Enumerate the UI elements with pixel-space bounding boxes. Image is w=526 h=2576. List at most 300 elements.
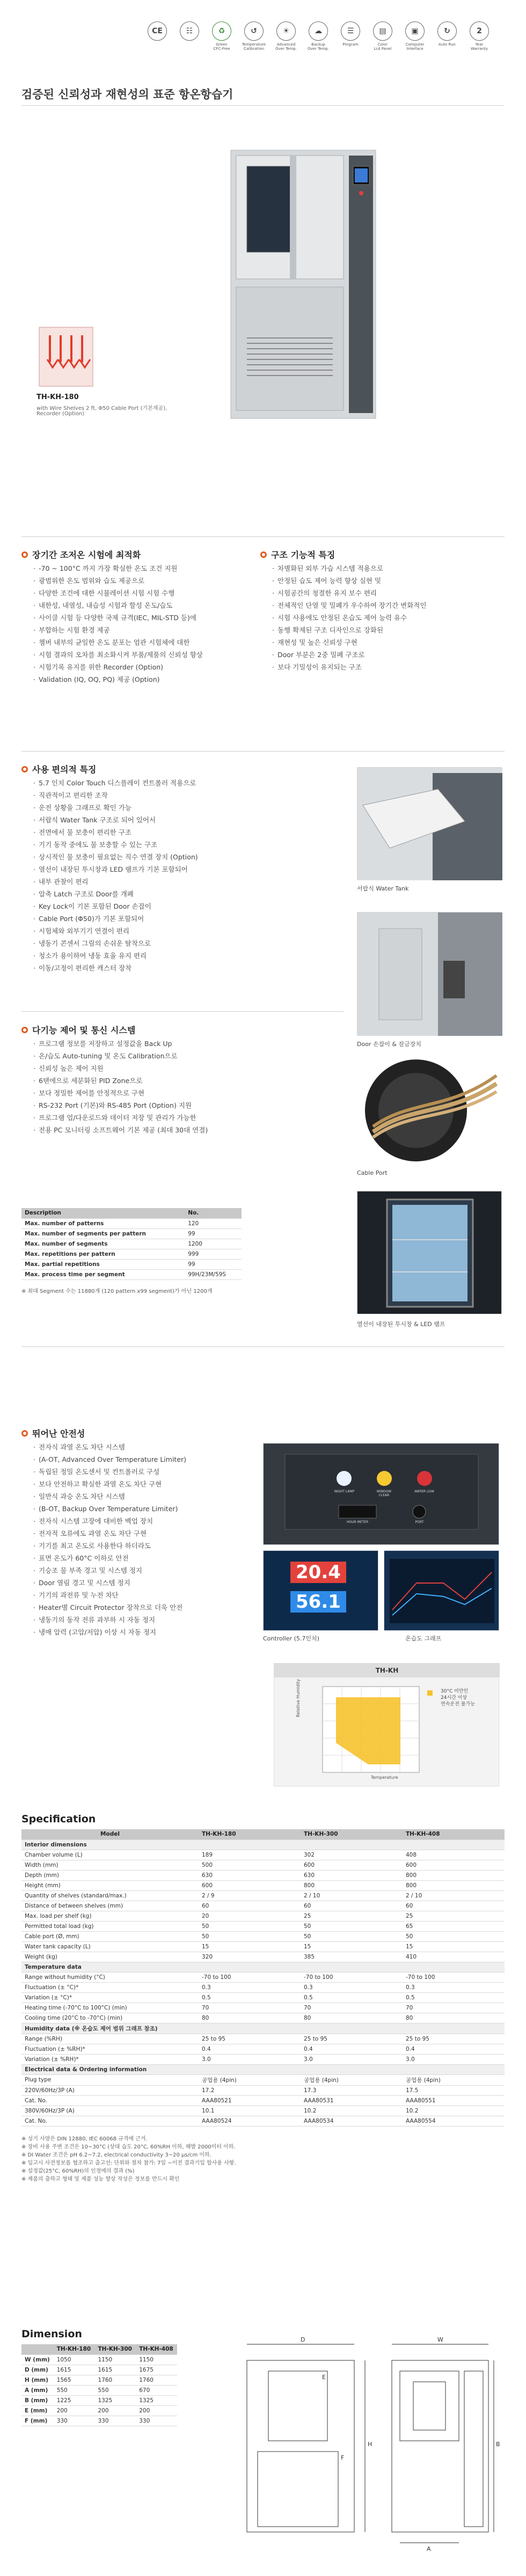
list-item: · 전자적 오류에도 과열 온도 차단 구현 xyxy=(33,1527,186,1540)
caption-cable-port: Cable Port xyxy=(357,1169,388,1176)
badge-icon: ☷ xyxy=(180,21,199,41)
table-cell: 65 xyxy=(403,1921,505,1931)
list-item: · 안정된 습도 제어 능력 향상 실현 및 xyxy=(272,575,426,587)
water-low-label: WATER LOW xyxy=(414,1490,434,1493)
table-cell xyxy=(199,1962,301,1972)
list-item: · Key Lock이 기본 포함된 Door 손잡이 xyxy=(33,900,198,912)
list-item: · 전용 PC 모니터링 소프트웨어 기본 제공 (최대 30대 연결) xyxy=(33,1124,208,1136)
table-cell xyxy=(403,2064,505,2074)
table-row xyxy=(21,2106,505,2116)
section-title-convenience: 사용 편의적 특징 xyxy=(21,763,96,775)
table-row xyxy=(21,1890,505,1901)
table-row xyxy=(21,1839,505,1850)
dim-label-h: H xyxy=(368,2441,372,2448)
badge-item xyxy=(145,21,170,51)
list-item: · 기기의 과전류 및 누전 차단 xyxy=(33,1589,186,1601)
table-row xyxy=(21,1901,505,1911)
table-cell: Max. repetitions per pattern xyxy=(21,1249,185,1259)
table-row xyxy=(21,2395,177,2405)
table-row xyxy=(21,1931,505,1941)
dimension-table xyxy=(21,2344,177,2426)
night-lamp-label: NIGHT LAMP xyxy=(334,1490,355,1493)
table-cell: Temperature data xyxy=(21,1962,199,1972)
divider xyxy=(21,1011,344,1012)
list-item: · 사이클 시험 등 다양한 국제 규격(IEC, MIL-STD 등)에 xyxy=(33,612,203,624)
door-handle-photo xyxy=(357,912,502,1035)
table-cell: H (mm) xyxy=(21,2375,54,2385)
table-cell: 1760 xyxy=(94,2375,136,2385)
table-cell: 70 xyxy=(199,2003,301,2013)
table-cell xyxy=(199,2023,301,2034)
table-row xyxy=(21,1921,505,1931)
table-row xyxy=(21,2365,177,2375)
table-cell: 60 xyxy=(403,1901,505,1911)
list-item: · 기기를 최고 온도로 사용한다 하더라도 xyxy=(33,1540,186,1552)
table-cell: Plug type xyxy=(21,2074,199,2085)
list-item: · 차별화된 외부 가습 시스템 적용으로 xyxy=(272,562,426,575)
long-term-list xyxy=(33,562,203,686)
badge-item xyxy=(403,21,427,51)
section-marker-icon xyxy=(21,551,28,558)
list-item: · 전면에서 물 보충이 편리한 구조 xyxy=(33,826,198,838)
table-cell: 550 xyxy=(54,2385,95,2395)
table-cell: 550 xyxy=(94,2385,136,2395)
section-marker-icon xyxy=(21,1027,28,1033)
badge-icon: CE xyxy=(148,21,167,41)
list-item: · 냉매 압력 (고압/저압) 이상 시 자동 정지 xyxy=(33,1626,186,1638)
table-row xyxy=(21,1259,242,1269)
list-item: · 내한성, 내열성, 내습성 시험과 할성 온도/습도 xyxy=(33,599,203,612)
table-cell: Width (mm) xyxy=(21,1860,199,1870)
table-row xyxy=(21,1269,242,1279)
table-cell: 2 / 9 xyxy=(199,1890,301,1901)
badge-icon: 2 xyxy=(470,21,489,41)
controller-panel-photo xyxy=(263,1443,499,1545)
convenience-list xyxy=(33,777,198,974)
section-marker-icon xyxy=(21,766,28,772)
caption-controller: Controller (5.7인치) xyxy=(263,1635,319,1642)
list-item: · (B-OT, Backup Over Temperature Limiter) xyxy=(33,1503,186,1515)
list-item: · 기기 동작 중에도 물 보충할 수 있는 구조 xyxy=(33,838,198,851)
table-cell: 0.3 xyxy=(199,1982,301,1992)
table-cell xyxy=(403,2023,505,2034)
list-item: · 전체적인 단열 및 밀폐가 우수하여 장기간 변화적인 xyxy=(272,599,426,612)
interior-illustration xyxy=(36,325,96,389)
table-row xyxy=(21,2405,177,2416)
divider xyxy=(21,105,505,106)
table-cell: 15 xyxy=(403,1941,505,1952)
table-cell: -70 to 100 xyxy=(199,1972,301,1982)
table-cell: 500 xyxy=(199,1860,301,1870)
table-cell: Water tank capacity (L) xyxy=(21,1941,199,1952)
list-item: · 이동/고정이 편리한 캐스터 장착 xyxy=(33,962,198,974)
table-cell: 0.4 xyxy=(403,2044,505,2054)
table-cell: 99 xyxy=(185,1259,242,1269)
badge-label: Year Warranty xyxy=(470,42,488,51)
list-item: · Cable Port (Φ50)가 기본 포함되어 xyxy=(33,912,198,925)
badge-item xyxy=(338,21,363,51)
table-cell: 330 xyxy=(136,2416,177,2426)
table-cell: Range without humidity (°C) xyxy=(21,1972,199,1982)
list-item: · 서랍식 Water Tank 구조로 되어 있어서 xyxy=(33,814,198,826)
badge-item xyxy=(435,21,459,51)
table-cell: 공업용 (4pin) xyxy=(199,2074,301,2085)
table-cell: AAA80521 xyxy=(199,2095,301,2106)
badge-label: Program xyxy=(342,42,359,47)
list-item: · 신뢰성 높은 제어 지원 xyxy=(33,1062,208,1074)
list-item: · 청소가 용이하여 냉동 효율 유지 편리 xyxy=(33,950,198,962)
badge-label: Advanced Over Temp. xyxy=(275,42,297,51)
chart-legend-line: 30°C 미만인 xyxy=(441,1689,469,1694)
product-model: TH-KH-180 xyxy=(36,393,79,401)
graph-screen-photo xyxy=(384,1550,499,1631)
page-headline: 검증된 신뢰성과 재현성의 표준 항온항습기 xyxy=(21,88,233,101)
program-table-note: ※ 최대 Segment 수는 11880개 (120 pattern x99 segment)가 아닌 1200개 xyxy=(21,1289,213,1294)
list-item: · Door 부분은 2중 밀폐 구조로 xyxy=(272,649,426,661)
table-row xyxy=(21,1941,505,1952)
table-cell: Fluctuation (± %RH)* xyxy=(21,2044,199,2054)
section-title-long-term: 장기간 조저온 시험에 최적화 xyxy=(21,548,141,561)
badge-icon: ▤ xyxy=(373,21,392,41)
section-marker-icon xyxy=(260,551,267,558)
table-cell: 0.4 xyxy=(301,2044,403,2054)
caption-water-tank: 서랍식 Water Tank xyxy=(357,885,409,892)
table-cell: 120 xyxy=(185,1218,242,1228)
list-item: · 프로그램 정보를 저장하고 설정값을 Back Up xyxy=(33,1037,208,1050)
table-cell xyxy=(403,1962,505,1972)
table-cell: 200 xyxy=(136,2405,177,2416)
table-row xyxy=(21,2013,505,2023)
list-item: · 일반식 과승 온도 차단 시스템 xyxy=(33,1490,186,1503)
badge-icon: ☰ xyxy=(341,21,360,41)
table-cell: 99 xyxy=(185,1228,242,1239)
section-title-safety: 뛰어난 안전성 xyxy=(21,1427,85,1439)
badge-item xyxy=(242,21,266,51)
table-cell: 200 xyxy=(54,2405,95,2416)
table-row xyxy=(21,1982,505,1992)
list-item: · 전자식 과열 온도 차단 시스템 xyxy=(33,1441,186,1453)
table-cell: Quantity of shelves (standard/max.) xyxy=(21,1890,199,1901)
table-row xyxy=(21,1850,505,1860)
table-row xyxy=(21,2375,177,2385)
table-cell xyxy=(301,2023,403,2034)
table-cell: Max. partial repetitions xyxy=(21,1259,185,1269)
list-item: · RS-232 Port (기본)와 RS-485 Port (Option) 지원 xyxy=(33,1099,208,1112)
table-cell: 공업용 (4pin) xyxy=(301,2074,403,2085)
badge-icon: ↻ xyxy=(437,21,457,41)
table-cell: 17.3 xyxy=(301,2085,403,2095)
table-cell: 800 xyxy=(301,1880,403,1890)
table-cell: 1760 xyxy=(136,2375,177,2385)
table-cell: 1150 xyxy=(136,2354,177,2365)
list-item: · (A-OT, Advanced Over Temperature Limiter) xyxy=(33,1453,186,1466)
list-item: · 내부 관찰이 편리 xyxy=(33,875,198,888)
product-description-1: with Wire Shelves 2 ft, Φ50 Cable Port (기본제공), xyxy=(36,406,167,411)
table-cell: 1325 xyxy=(136,2395,177,2405)
table-row xyxy=(21,2074,505,2085)
table-cell: 20 xyxy=(199,1911,301,1921)
table-cell: Max. number of segments xyxy=(21,1239,185,1249)
table-cell: 0.5 xyxy=(199,1992,301,2003)
badge-icon: ▣ xyxy=(405,21,425,41)
table-cell: 999 xyxy=(185,1249,242,1259)
table-cell: 320 xyxy=(199,1952,301,1962)
table-cell: AAA80524 xyxy=(199,2116,301,2126)
table-cell: 17.5 xyxy=(403,2085,505,2095)
table-cell: A (mm) xyxy=(21,2385,54,2395)
dimension-header: TH-KH-408 xyxy=(136,2344,177,2354)
structure-list xyxy=(272,562,426,673)
spec-note: ※ 제품의 출하고 형태 및 제품 성능 향상 작성은 정보를 반드시 확인 xyxy=(21,2176,180,2182)
spec-note: ※ DI Water 조건은 pH 6.2~7.2, electrical conductivity 3~20 μs/cm 이하. xyxy=(21,2152,211,2158)
list-item: · 독립된 정밀 온도센서 및 컨트롤러로 구성 xyxy=(33,1466,186,1478)
badge-label: Green CFC-Free xyxy=(213,42,230,51)
table-cell: 50 xyxy=(199,1931,301,1941)
cable-port-photo xyxy=(357,1051,502,1164)
table-cell: 1050 xyxy=(54,2354,95,2365)
table-cell: 25 xyxy=(403,1911,505,1921)
table-cell: -70 to 100 xyxy=(403,1972,505,1982)
dim-label-w: W xyxy=(437,2336,443,2343)
list-item: · 시험기록 유지를 위한 Recorder (Option) xyxy=(33,661,203,673)
table-cell xyxy=(301,2064,403,2074)
list-item: · 시험공간의 청결한 유지 보수 편리 xyxy=(272,587,426,599)
table-cell: Max. process time per segment xyxy=(21,1269,185,1279)
list-item: · 기승조 물 부족 경고 및 시스템 정지 xyxy=(33,1564,186,1577)
list-item: · 전자식 시스템 고장에 대비한 백업 장치 xyxy=(33,1515,186,1527)
badge-label: Temperature Calibration xyxy=(242,42,266,51)
table-cell: 70 xyxy=(301,2003,403,2013)
badge-item xyxy=(177,21,202,51)
list-item: · 시험 결과의 오차를 최소화시켜 부품/제품의 신뢰성 향상 xyxy=(33,649,203,661)
table-cell: 60 xyxy=(199,1901,301,1911)
table-cell: 1225 xyxy=(54,2395,95,2405)
table-row xyxy=(21,1972,505,1982)
table-cell: 80 xyxy=(199,2013,301,2023)
table-cell: 385 xyxy=(301,1952,403,1962)
spec-header: TH-KH-300 xyxy=(301,1829,403,1839)
list-item: · 6탠에으로 세분화된 PID Zone으로 xyxy=(33,1074,208,1087)
water-tank-photo xyxy=(357,767,502,880)
table-cell: Humidity data (※ 온습도 제어 범위 그래프 참조) xyxy=(21,2023,199,2034)
badge-item xyxy=(209,21,234,51)
list-item: · 보다 안전하고 확실한 과열 온도 차단 구현 xyxy=(33,1478,186,1490)
table-cell: 10.1 xyxy=(199,2106,301,2116)
divider xyxy=(21,1346,505,1347)
table-cell: 1675 xyxy=(136,2365,177,2375)
list-item: · 직관적이고 편리한 조작 xyxy=(33,789,198,801)
table-cell: 25 to 95 xyxy=(403,2034,505,2044)
list-item: · 시험체와 외부기기 연결이 편리 xyxy=(33,925,198,937)
table-cell: 3.0 xyxy=(199,2054,301,2064)
table-cell xyxy=(301,1839,403,1850)
table-row xyxy=(21,2023,505,2034)
certification-badges xyxy=(145,21,492,51)
table-cell: AAA80554 xyxy=(403,2116,505,2126)
table-cell: 80 xyxy=(403,2013,505,2023)
table-cell: 630 xyxy=(199,1870,301,1880)
list-item: · 시험 사용에도 안정된 온습도 제어 능력 유수 xyxy=(272,612,426,624)
chart-title: TH-KH xyxy=(274,1664,500,1677)
table-cell: AAA80531 xyxy=(301,2095,403,2106)
table-row xyxy=(21,1249,242,1259)
dimension-header xyxy=(21,2344,54,2354)
port-label: PORT xyxy=(415,1520,424,1524)
table-cell: 800 xyxy=(403,1870,505,1880)
table-cell: 600 xyxy=(403,1860,505,1870)
table-row xyxy=(21,1228,242,1239)
table-cell: 220V/60Hz/3P (A) xyxy=(21,2085,199,2095)
table-cell: 2 / 10 xyxy=(403,1890,505,1901)
table-cell: Variation (± °C)* xyxy=(21,1992,199,2003)
list-item: · 냉동기 콘센서 그릴의 손쉬운 탈착으로 xyxy=(33,937,198,950)
spec-title: Specification xyxy=(21,1813,96,1825)
table-cell: 3.0 xyxy=(403,2054,505,2064)
caption-door-handle: Door 손잡이 & 잠금장치 xyxy=(357,1041,421,1048)
table-cell: 10.2 xyxy=(301,2106,403,2116)
table-row xyxy=(21,2416,177,2426)
program-table xyxy=(21,1208,242,1280)
list-item: · 광범위한 온도 범위와 습도 제공으로 xyxy=(33,575,203,587)
table-cell: Max. number of patterns xyxy=(21,1218,185,1228)
badge-icon: ♻ xyxy=(212,21,231,41)
spec-note: ※ 설정값(25°C, 60%RH)의 인정에의 결과 (%) xyxy=(21,2168,135,2174)
table-cell: 10.2 xyxy=(403,2106,505,2116)
table-cell: Max. load per shelf (kg) xyxy=(21,1911,199,1921)
table-cell: Depth (mm) xyxy=(21,1870,199,1880)
divider xyxy=(21,536,505,537)
spec-table xyxy=(21,1829,505,2126)
dimension-drawing xyxy=(236,2328,505,2564)
table-cell: 50 xyxy=(403,1931,505,1941)
badge-item xyxy=(274,21,298,51)
list-item: · 동행 확제된 구조 디자인으로 강화된 xyxy=(272,624,426,636)
dimension-header: TH-KH-180 xyxy=(54,2344,95,2354)
table-cell: 3.0 xyxy=(301,2054,403,2064)
table-cell: Weight (kg) xyxy=(21,1952,199,1962)
table-row xyxy=(21,2354,177,2365)
table-cell: AAA80534 xyxy=(301,2116,403,2126)
table-row xyxy=(21,2034,505,2044)
table-row xyxy=(21,1239,242,1249)
list-item: · -70 ~ 100°C 까지 가장 확실한 온도 조건 지원 xyxy=(33,562,203,575)
table-cell xyxy=(403,1839,505,1850)
table-cell: Cat. No. xyxy=(21,2116,199,2126)
spec-header: Model xyxy=(21,1829,199,1839)
dim-label-d: D xyxy=(301,2336,305,2343)
list-item: · 5.7 인치 Color Touch 디스플레이 컨트롤러 적용으로 xyxy=(33,777,198,789)
list-item: · 다양한 조건에 대한 시뮬레이션 시험 시험 수행 xyxy=(33,587,203,599)
table-cell: Cable port (Ø, mm) xyxy=(21,1931,199,1941)
table-cell: 1615 xyxy=(54,2365,95,2375)
table-cell: Range (%RH) xyxy=(21,2034,199,2044)
dim-label-b: B xyxy=(496,2441,500,2448)
caption-graph: 온습도 그래프 xyxy=(405,1635,442,1642)
section-title-structure: 구조 기능적 특징 xyxy=(260,548,335,561)
table-row xyxy=(21,1880,505,1890)
dim-label-e: E xyxy=(322,2374,326,2381)
table-cell: Fluctuation (± °C)* xyxy=(21,1982,199,1992)
table-cell: 330 xyxy=(54,2416,95,2426)
table-cell: 800 xyxy=(403,1880,505,1890)
list-item: · 열선이 내장된 투시창과 LED 램프가 기본 포함되어 xyxy=(33,863,198,875)
table-cell: Electrical data & Ordering information xyxy=(21,2064,199,2074)
badge-icon: ☀ xyxy=(276,21,296,41)
chart-legend-line: 24시간 이상 xyxy=(441,1695,467,1701)
table-row xyxy=(21,1911,505,1921)
table-row xyxy=(21,2095,505,2106)
table-cell: 670 xyxy=(136,2385,177,2395)
table-cell: -70 to 100 xyxy=(301,1972,403,1982)
list-item: · 온/습도 Auto-tuning 및 온도 Calibration으로 xyxy=(33,1050,208,1062)
table-cell: 70 xyxy=(403,2003,505,2013)
list-item: · Door 열림 경고 및 시스템 정지 xyxy=(33,1577,186,1589)
controller-screen-photo xyxy=(263,1550,378,1631)
badge-label: Backup Over Temp. xyxy=(308,42,329,51)
list-item: · 상시적인 물 보충이 필요없는 직수 연결 장치 (Option) xyxy=(33,851,198,863)
table-row xyxy=(21,1218,242,1228)
product-description-2: Recorder (Option) xyxy=(36,411,85,417)
table-cell: F (mm) xyxy=(21,2416,54,2426)
badge-label: Auto Run xyxy=(439,42,456,47)
badge-icon: ☁ xyxy=(309,21,328,41)
badge-item xyxy=(467,21,492,51)
table-cell: 25 to 95 xyxy=(301,2034,403,2044)
table-row xyxy=(21,1962,505,1972)
chart-legend xyxy=(441,1688,475,1707)
table-cell: B (mm) xyxy=(21,2395,54,2405)
table-cell: 1325 xyxy=(94,2395,136,2405)
table-cell: Variation (± %RH)* xyxy=(21,2054,199,2064)
table-cell xyxy=(199,2064,301,2074)
table-cell: 50 xyxy=(199,1921,301,1931)
badge-label: Color Lcd Panel xyxy=(374,42,392,51)
table-cell: 302 xyxy=(301,1850,403,1860)
table-cell: E (mm) xyxy=(21,2405,54,2416)
table-cell xyxy=(301,1962,403,1972)
table-cell: 99H/23M/59S xyxy=(185,1269,242,1279)
divider xyxy=(21,751,505,752)
list-item: · 재현성 및 높은 신뢰성 구현 xyxy=(272,636,426,649)
table-cell: 0.4 xyxy=(199,2044,301,2054)
section-title-control: 다기능 제어 및 통신 시스템 xyxy=(21,1024,135,1036)
badge-item xyxy=(306,21,331,51)
list-item: · Heater별 Circuit Protector 장착으로 더욱 안전 xyxy=(33,1601,186,1614)
table-cell: Interior dimensions xyxy=(21,1839,199,1850)
list-item: · 운전 상황을 그래프로 확인 가능 xyxy=(33,801,198,814)
table-cell: W (mm) xyxy=(21,2354,54,2365)
table-cell: 2 / 10 xyxy=(301,1890,403,1901)
chart-y-label: Relative Humidity xyxy=(296,1679,301,1717)
table-cell: Cat. No. xyxy=(21,2095,199,2106)
table-cell: Distance of between shelves (mm) xyxy=(21,1901,199,1911)
table-cell: 0.3 xyxy=(403,1982,505,1992)
control-list xyxy=(33,1037,208,1136)
table-row xyxy=(21,2085,505,2095)
table-cell: 60 xyxy=(301,1901,403,1911)
table-cell: Heating time (-70°C to 100°C) (min) xyxy=(21,2003,199,2013)
table-cell: 630 xyxy=(301,1870,403,1880)
humidity-range-chart xyxy=(274,1663,499,1786)
table-cell: 410 xyxy=(403,1952,505,1962)
table-cell: Chamber volume (L) xyxy=(21,1850,199,1860)
table-cell: 200 xyxy=(94,2405,136,2416)
spec-header: TH-KH-408 xyxy=(403,1829,505,1839)
chart-legend-line: 연속운전 불가능 xyxy=(441,1702,475,1707)
dimension-title: Dimension xyxy=(21,2328,82,2340)
table-cell: Cooling time (20°C to -70°C) (min) xyxy=(21,2013,199,2023)
list-item: · 보다 기밀성이 유지되는 구조 xyxy=(272,661,426,673)
